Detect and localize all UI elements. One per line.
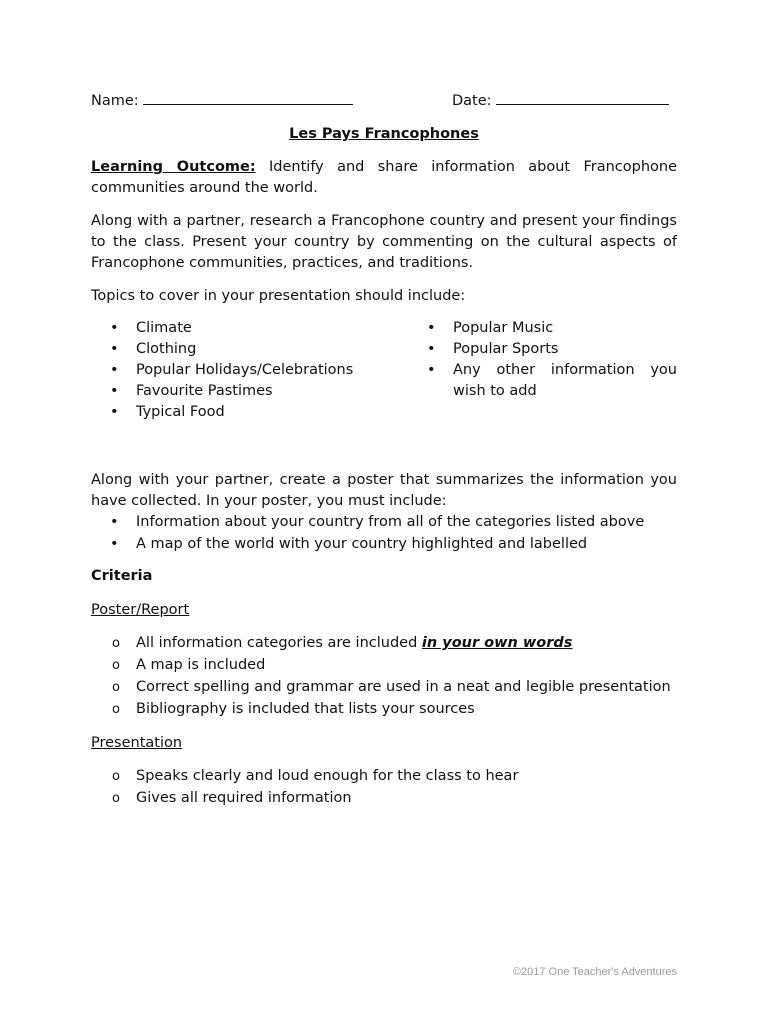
list-item: o Correct spelling and grammar are used in a neat and legible presentation <box>91 677 677 698</box>
header-row <box>91 89 677 113</box>
date-blank-line[interactable] <box>496 89 669 105</box>
list-item: • Popular Sports <box>408 339 677 360</box>
list-item: • Popular Holidays/Celebrations <box>91 360 408 381</box>
poster-intro: Along with your partner, create a poster that summarizes the information you have collected. In your poster, you must include: <box>91 472 677 509</box>
list-item: • Popular Music <box>408 318 677 339</box>
list-item: • A map of the world with your country highlighted and labelled <box>91 534 677 555</box>
learning-outcome <box>91 157 677 199</box>
poster-requirements-list <box>91 512 677 555</box>
poster-criteria-list <box>91 633 677 720</box>
topics-columns <box>91 318 677 423</box>
date-label: Date: <box>452 93 492 109</box>
copyright-footer: ©2017 One Teacher's Adventures <box>512 966 677 978</box>
presentation-heading: Presentation <box>91 735 183 751</box>
learning-outcome-text: Identify and share information about Francophone communities around the world. <box>91 159 677 196</box>
criteria-heading: Criteria <box>91 568 153 584</box>
poster-report-heading: Poster/Report <box>91 602 190 618</box>
topics-list-right <box>408 318 677 423</box>
name-label: Name: <box>91 93 139 109</box>
list-item: • Typical Food <box>91 402 408 423</box>
intro-paragraph: Along with a partner, research a Francophone country and present your findings to the class. Present your country by commenting on the cultural aspects of Francophone communities, practices, and traditions. <box>91 213 677 271</box>
list-item: o Bibliography is included that lists your sources <box>91 699 677 720</box>
date-field <box>452 89 669 112</box>
presentation-criteria-list <box>91 766 677 809</box>
worksheet-page <box>91 89 677 810</box>
list-item: • Information about your country from all of the categories listed above <box>91 512 677 533</box>
list-item: o Gives all required information <box>91 788 677 809</box>
topics-list-left <box>91 318 408 423</box>
name-blank-line[interactable] <box>143 89 353 105</box>
name-field <box>91 89 353 112</box>
list-item <box>91 633 677 654</box>
topics-intro: Topics to cover in your presentation should include: <box>91 288 466 304</box>
list-item: • Clothing <box>91 339 408 360</box>
own-words-emphasis: in your own words <box>421 635 573 651</box>
criteria-item-text: All information categories are included <box>136 635 422 651</box>
list-item: • Favourite Pastimes <box>91 381 408 402</box>
list-item: • Climate <box>91 318 408 339</box>
learning-outcome-label: Learning Outcome: <box>91 159 256 175</box>
list-item: • Any other information you wish to add <box>408 360 677 402</box>
list-item: o Speaks clearly and loud enough for the class to hear <box>91 766 677 787</box>
list-item: o A map is included <box>91 655 677 676</box>
page-title: Les Pays Francophones <box>289 126 479 142</box>
